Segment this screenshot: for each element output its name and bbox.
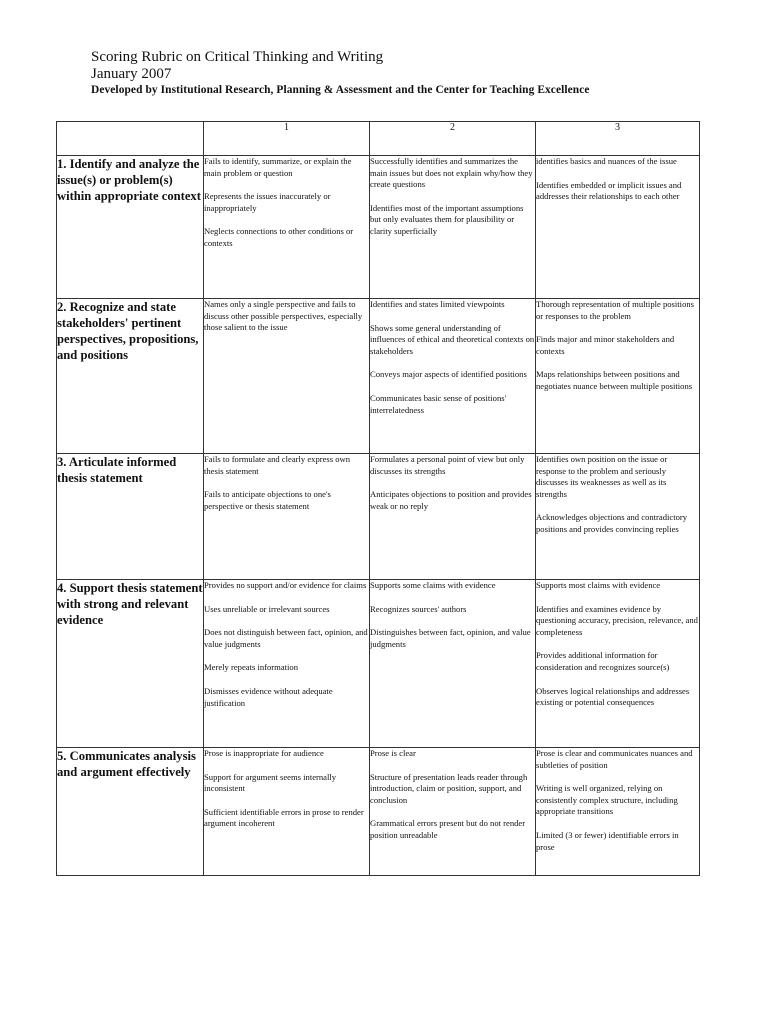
descriptor-item: Identifies own position on the issue or response to the problem and seriously discusses its weaknesses as well as its strengths [536,454,668,499]
score-2-cell [370,580,536,748]
descriptor-item: Prose is inappropriate for audience [204,748,324,758]
descriptor-item: Uses unreliable or irrelevant sources [204,603,330,614]
descriptor-item: Recognizes sources' authors [370,603,467,614]
score-1-cell [204,454,370,580]
criterion-label: 1. Identify and analyze the issue(s) or problem(s) within appropriate context [57,156,204,299]
descriptor-item: Provides additional information for consideration and recognizes source(s) [536,650,670,672]
descriptor-item: Formulates a personal point of view but only discusses its strengths [370,454,525,476]
descriptor-item: Observes logical relationships and addresses existing or potential consequences [536,685,690,708]
score-3-cell [536,748,700,876]
descriptor-item: Support for argument seems internally inconsistent [204,771,337,794]
score-1-cell [204,748,370,876]
descriptor-item: Writing is well organized, relying on consistently complex structure, including appropriate transitions [536,783,678,817]
descriptor-item: Fails to identify, summarize, or explain the main problem or question [204,156,352,178]
score-2-cell [370,156,536,299]
descriptor-item: Shows some general understanding of influences of ethical and theoretical contexts on stakeholders [370,322,535,356]
descriptor-item: Structure of presentation leads reader through introduction, claim or position, support, and conclusion [370,771,528,805]
descriptor-item: Identifies most of the important assumptions but only evaluates them for plausibility or clarity superficially [370,202,524,236]
score-3-cell [536,580,700,748]
rubric-row [57,156,700,299]
descriptor-item: Successfully identifies and summarizes the main issues but does not explain why/how they create questions [370,156,533,190]
score-1-cell [204,580,370,748]
criterion-label: 4. Support thesis statement with strong and relevant evidence [57,580,204,748]
descriptor-item: Prose is clear and communicates nuances and subtleties of position [536,748,693,770]
score-1-cell [204,299,370,454]
descriptor-item: Merely repeats information [204,662,299,673]
descriptor-item: Conveys major aspects of identified positions [370,369,527,380]
descriptor-item: Finds major and minor stakeholders and contexts [536,334,675,356]
descriptor-item: Limited (3 or fewer) identifiable errors in prose [536,829,679,852]
descriptor-item: Prose is clear [370,748,416,758]
descriptor-item: Identifies and states limited viewpoints [370,299,505,309]
developer-credit: Developed by Institutional Research, Planning & Assessment and the Center for Teaching Excellence [91,84,590,96]
descriptor-item: Does not distinguish between fact, opinion, and value judgments [204,627,368,649]
score-2-cell [370,299,536,454]
descriptor-item: Acknowledges objections and contradictory positions and provides convincing replies [536,512,688,534]
score-header-2: 2 [370,122,536,156]
descriptor-item: Supports most claims with evidence [536,580,661,590]
criterion-header [57,122,204,156]
descriptor-item: Communicates basic sense of positions' interrelatedness [370,392,507,415]
criterion-label: 3. Articulate informed thesis statement [57,454,204,580]
score-header-1: 1 [204,122,370,156]
descriptor-item: Dismisses evidence without adequate justification [204,685,333,708]
descriptor-item: Fails to formulate and clearly express own thesis statement [204,454,351,476]
descriptor-item: Maps relationships between positions and negotiates nuance between multiple positions [536,369,693,391]
descriptor-item: Neglects connections to other conditions or contexts [204,226,354,248]
score-3-cell [536,156,700,299]
score-2-cell [370,748,536,876]
score-1-cell [204,156,370,299]
descriptor-item: Thorough representation of multiple positions or responses to the problem [536,299,695,321]
rubric-table [56,121,700,876]
descriptor-item: Represents the issues inaccurately or inappropriately [204,191,331,213]
descriptor-item: Names only a single perspective and fails to discuss other possible perspectives, especially those salient to the issue [204,299,363,333]
descriptor-item: Grammatical errors present but do not render position unreadable [370,818,526,840]
header-row [57,122,700,156]
score-3-cell [536,299,700,454]
descriptor-item: Identifies and examines evidence by questioning accuracy, precision, relevance, and completeness [536,603,698,637]
descriptor-item: Sufficient identifiable errors in prose to render argument incoherent [204,806,364,829]
descriptor-item: Provides no support and/or evidence for claims [204,580,367,590]
score-3-cell [536,454,700,580]
document-title: Scoring Rubric on Critical Thinking and Writing [91,49,384,65]
descriptor-item: Identifies embedded or implicit issues and addresses their relationships to each other [536,179,682,202]
document-date: January 2007 [91,66,172,82]
rubric-row [57,454,700,580]
descriptor-item: Fails to anticipate objections to one's perspective or thesis statement [204,489,331,511]
score-header-3: 3 [536,122,700,156]
rubric-row [57,580,700,748]
descriptor-item: Anticipates objections to position and provides weak or no reply [370,489,532,511]
descriptor-item: identifies basics and nuances of the issue [536,156,677,166]
criterion-label: 5. Communicates analysis and argument effectively [57,748,204,876]
score-2-cell [370,454,536,580]
rubric-row [57,299,700,454]
descriptor-item: Distinguishes between fact, opinion, and value judgments [370,627,531,649]
descriptor-item: Supports some claims with evidence [370,580,496,590]
criterion-label: 2. Recognize and state stakeholders' pertinent perspectives, propositions, and positions [57,299,204,454]
rubric-row [57,748,700,876]
